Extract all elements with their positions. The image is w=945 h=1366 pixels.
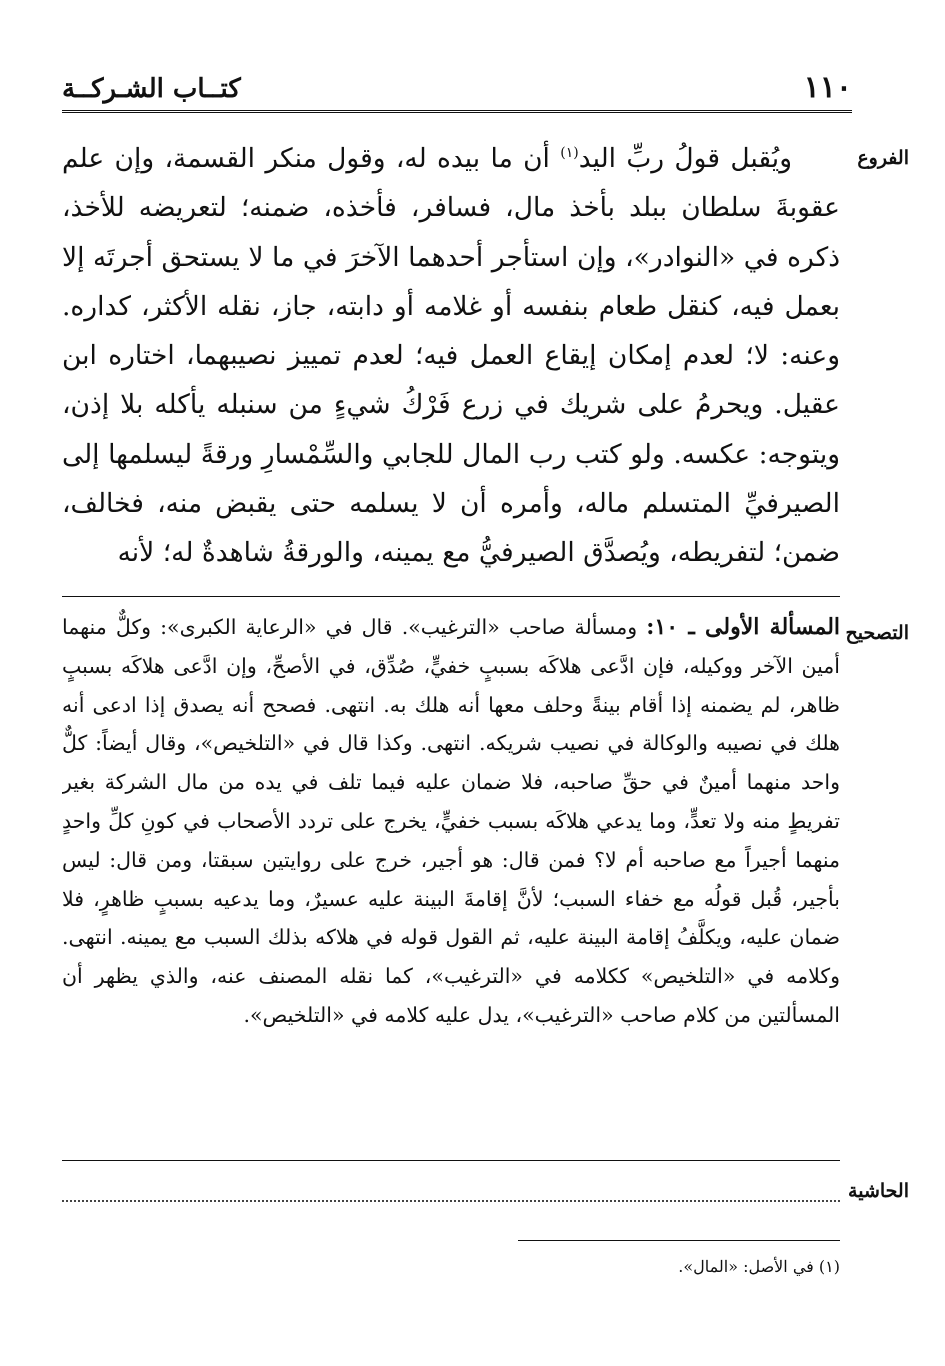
- footnote-marker: (١): [560, 145, 579, 162]
- label-furu: الفروع: [857, 147, 909, 169]
- hashiya-dotted-line: [62, 1200, 840, 1202]
- page-header: [62, 70, 852, 110]
- footnote-rule: [518, 1240, 840, 1241]
- main-text-start: ويُقبل قولُ ربِّ اليد: [578, 143, 792, 174]
- main-text: [62, 134, 840, 582]
- footnote: (١) في الأصل: «المال».: [678, 1257, 840, 1276]
- main-paragraph: [62, 134, 840, 578]
- tashih-paragraph: [62, 608, 840, 1035]
- label-hashiya: الحاشية: [848, 1180, 909, 1202]
- tashih-heading: المسألة الأولى ـ ١٠:: [646, 614, 840, 640]
- tashih-body: ومسألة صاحب «الترغيب». قال في «الرعاية الكبرى»: وكلٌّ منهما أمين الآخر ووكيله، فإن ادَّعى هلاكَه بسببٍ خفيٍّ، صُدِّق، في الأصحِّ، وإن ادَّعى هلاكَه بسببٍ ظاهر، لم يضمنه إذا أقام بينةً وحلف معها أنه هلك به. انتهى. فصحح أنه يصدق إذا ادعى أنه هلك في نصيبه والوكالة في نصيب شريكه. انتهى. وكذا قال في «التلخيص»، وقال أيضاً: كلٌّ واحد منهما أمينٌ في حقِّ صاحبه، فلا ضمان عليه فيما تلف في يده من مال الشركة بغير تفريطٍ منه ولا تعدٍّ، وما يدعي هلاكَه بسبب خفيٍّ، يخرج على تردد الأصحاب في كونِ كلِّ واحدٍ منهما أجيراً مع صاحبه أم لا؟ فمن قال: هو أجير، خرج على روايتين سبقتا، ومن قال: ليس بأجير، قُبل قولُه مع خفاء السبب؛ لأنَّ إقامةَ البينة عليه عسيرٌ، وما يدعيه بسببٍ ظاهرٍ، فلا ضمان عليه، ويكلَّفُ إقامة البينة عليه، ثم القول قوله في هلاكه بذلك السبب مع يمينه. انتهى. وكلامه في «التلخيص» ككلامه في «الترغيب»، كما نقله المصنف عنه، والذي يظهر أن المسألتين من كلام صاحب «الترغيب»، يدل عليه كلامه في «التلخيص».: [62, 615, 840, 1027]
- page-number: ١١٠: [803, 70, 852, 105]
- header-rule: [62, 110, 852, 113]
- section-separator: [62, 596, 840, 597]
- main-text-body: أن ما بيده له، وقول منكر القسمة، وإن علم عقوبةَ سلطان ببلد بأخذ مال، فسافر، فأخذه، ضمنه؛ لتعريضه للأخذ، ذكره في «النوادر»، وإن استأجر أحدهما الآخرَ في ما لا يستحق أجرتَه إلا بعمل فيه، كنقل طعام بنفسه أو غلامه أو دابته، جاز، نقله الأكثر، كداره. وعنه: لا؛ لعدم إمكان إيقاع العمل فيه؛ لعدم تمييز نصيبهما، اختاره ابن عقيل. ويحرمُ على شريك في زرع فَرْكُ شيءٍ من سنبله يأكله بلا إذن، ويتوجه: عكسه. ولو كتب رب المال للجابي والسِّمْسارِ ورقةً ليسلمها إلى الصيرفيِّ المتسلم ماله، وأمره أن لا يسلمه حتى يقبض منه، فخالف، ضمن؛ لتفريطه، ويُصدَّق الصيرفيُّ مع يمينه، والورقةُ شاهدةٌ له؛ لأنه: [62, 143, 840, 569]
- section-separator-2: [62, 1160, 840, 1161]
- tashih-text: [62, 608, 840, 1153]
- label-tashih: التصحيح: [845, 622, 909, 644]
- chapter-title: كتــاب الشـركــة: [62, 74, 241, 104]
